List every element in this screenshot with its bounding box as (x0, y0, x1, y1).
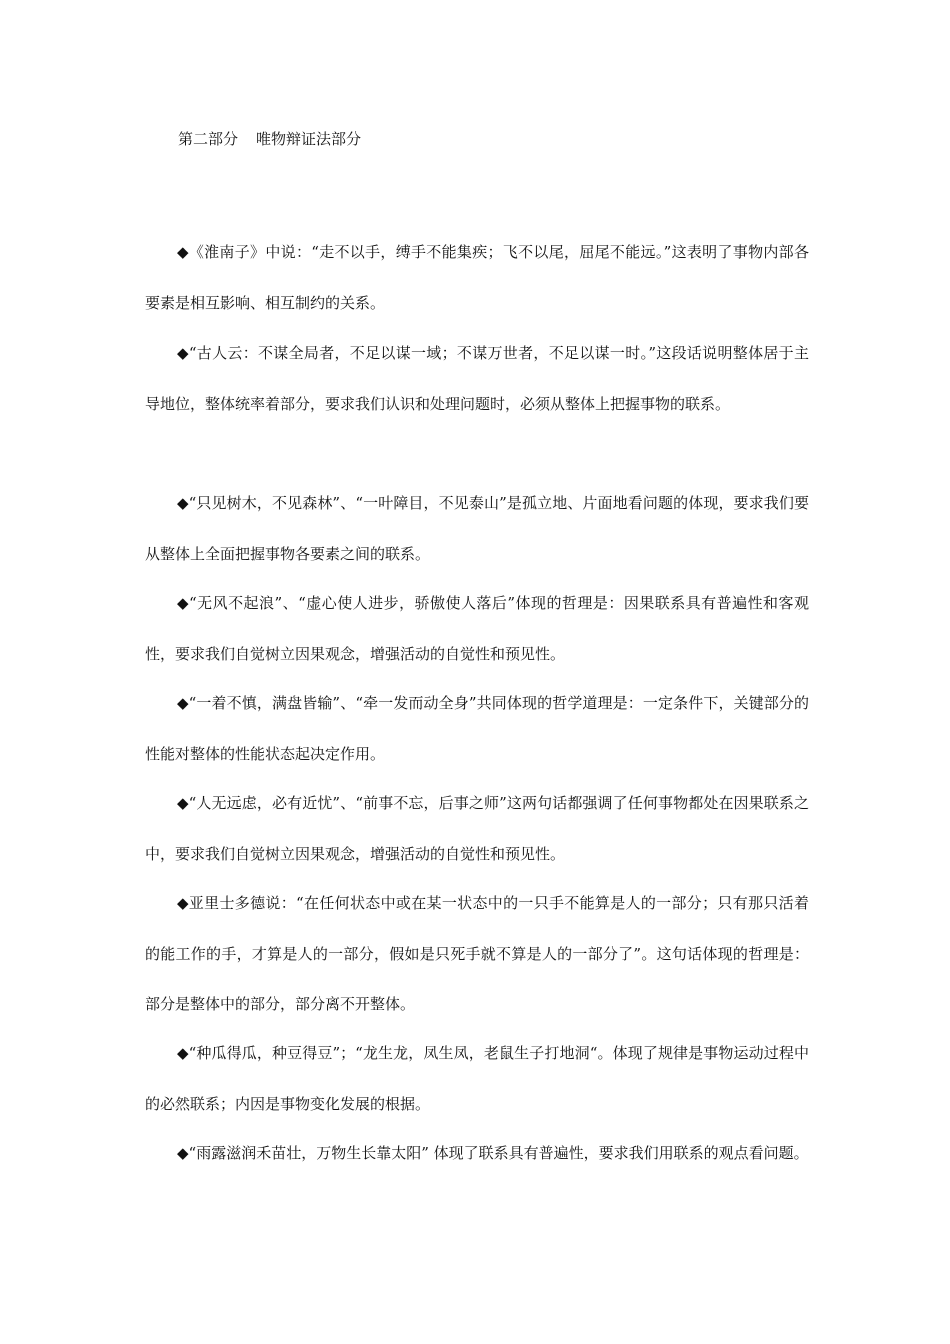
paragraph-7: ◆亚里士多德说：“在任何状态中或在某一状态中的一只手不能算是人的一部分；只有那只活着的能工作的手，才算是人的一部分，假如是只死手就不算是人的一部分了”。这句话体现的哲理是：部分是整体中的部分，部分离不开整体。 (145, 894, 809, 1013)
paragraph-8: ◆“种瓜得瓜，种豆得豆”；“龙生龙，凤生凤，老鼠生子打地洞“。体现了规律是事物运动过程中的必然联系；内因是事物变化发展的根据。 (145, 1044, 809, 1113)
section-title: 唯物辩证法部分 (256, 130, 362, 148)
paragraph-4: ◆“无风不起浪”、“虚心使人进步，骄傲使人落后”体现的哲理是：因果联系具有普遍性和客观性，要求我们自觉树立因果观念，增强活动的自觉性和预见性。 (145, 594, 809, 663)
paragraph-5: ◆“一着不慎，满盘皆输”、“牵一发而动全身”共同体现的哲学道理是：一定条件下，关键部分的性能对整体的性能状态起决定作用。 (145, 694, 809, 763)
section-part: 第二部分 (178, 130, 239, 148)
section-heading (178, 128, 361, 150)
paragraph-9: ◆“雨露滋润禾苗壮，万物生长靠太阳” 体现了联系具有普遍性，要求我们用联系的观点看问题。 (177, 1144, 809, 1162)
paragraph-2: ◆“古人云：不谋全局者，不足以谋一域；不谋万世者，不足以谋一时。”这段话说明整体居于主导地位，整体统率着部分，要求我们认识和处理问题时，必须从整体上把握事物的联系。 (145, 344, 809, 413)
paragraph-6: ◆“人无远虑，必有近忧”、“前事不忘，后事之师”这两句话都强调了任何事物都处在因果联系之中，要求我们自觉树立因果观念，增强活动的自觉性和预见性。 (145, 794, 809, 863)
paragraph-1: ◆《淮南子》中说：“走不以手，缚手不能集疾；飞不以尾，屈尾不能远。”这表明了事物内部各要素是相互影响、相互制约的关系。 (145, 243, 809, 312)
paragraph-3: ◆“只见树木，不见森林”、“一叶障目，不见泰山”是孤立地、片面地看问题的体现，要求我们要从整体上全面把握事物各要素之间的联系。 (145, 494, 809, 563)
